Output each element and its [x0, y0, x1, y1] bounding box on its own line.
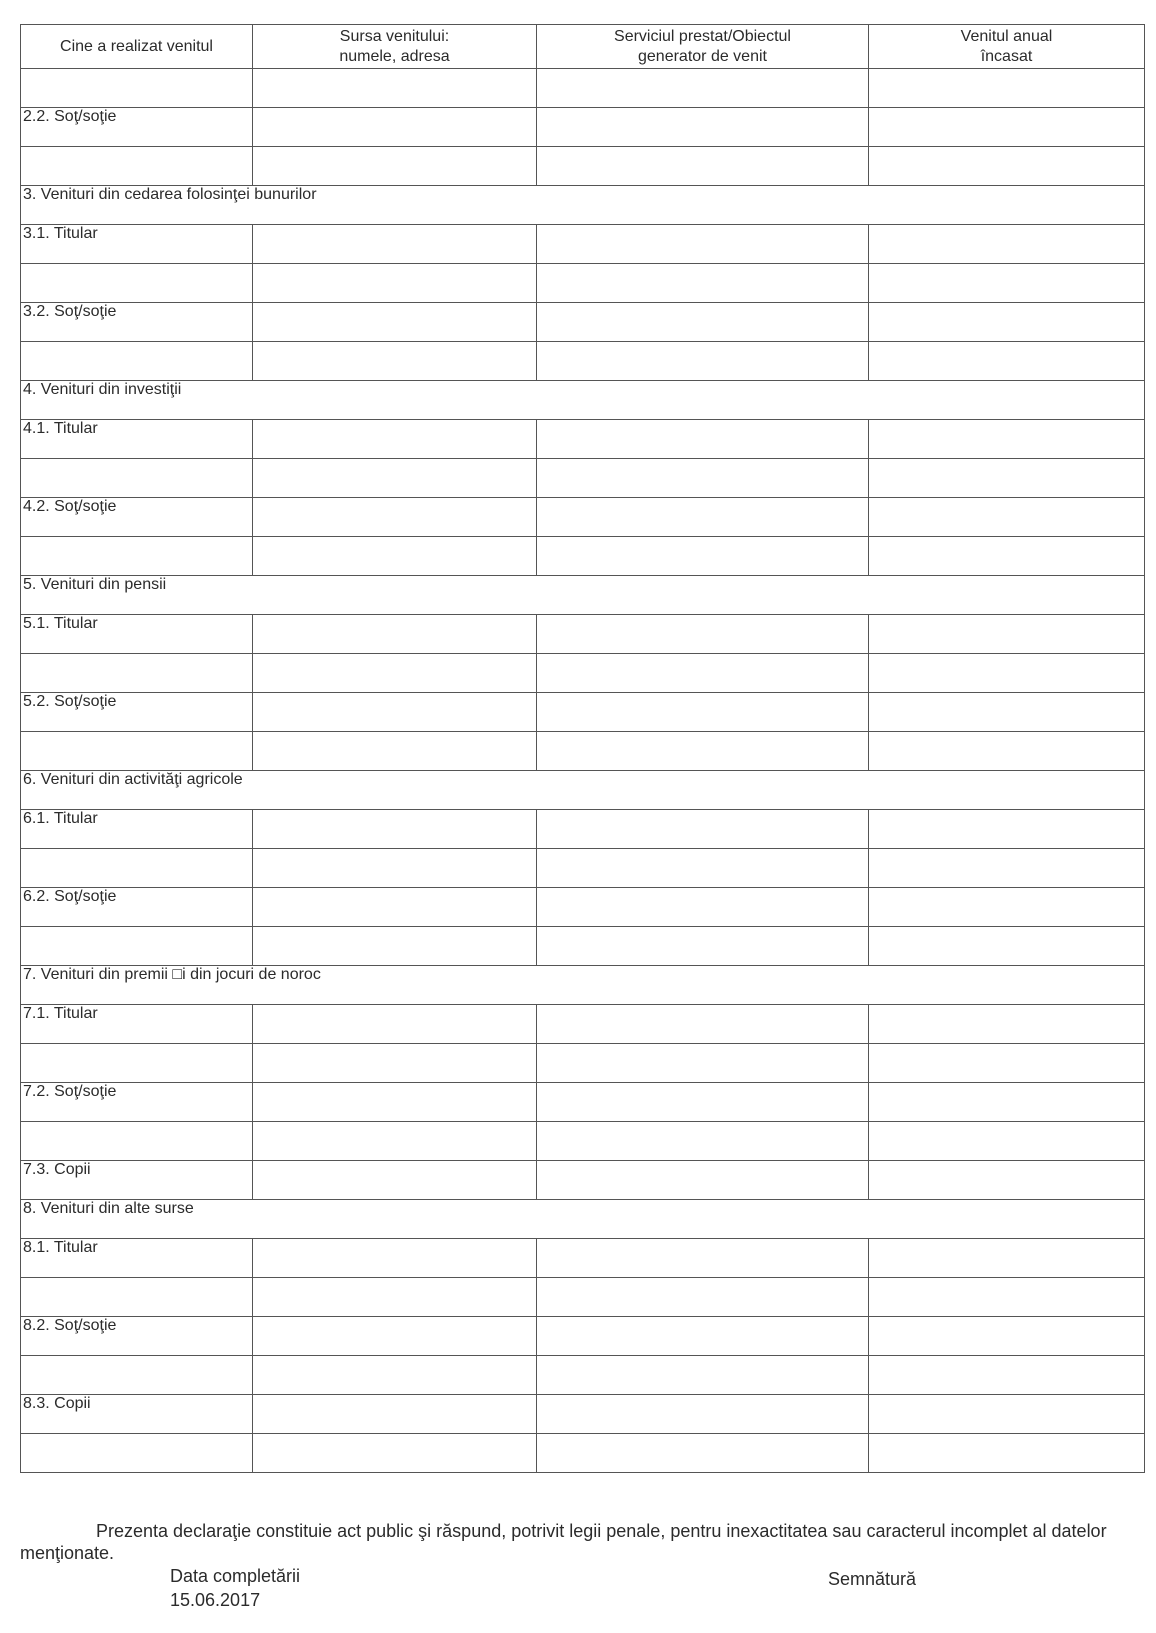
- table-row: [21, 1356, 1145, 1395]
- service-cell: [537, 1395, 869, 1434]
- table-row: [21, 693, 1145, 732]
- source-cell: [253, 732, 537, 771]
- service-cell: [537, 849, 869, 888]
- section-label: 5. Venituri din pensii: [21, 576, 1145, 615]
- income-cell: [869, 459, 1145, 498]
- income-cell: [869, 1356, 1145, 1395]
- source-cell: [253, 108, 537, 147]
- table-row: [21, 147, 1145, 186]
- source-cell: [253, 342, 537, 381]
- header-source: [253, 25, 537, 69]
- who-cell: [21, 264, 253, 303]
- service-cell: [537, 303, 869, 342]
- section-row: [21, 576, 1145, 615]
- source-cell: [253, 810, 537, 849]
- date-label: Data completării: [170, 1566, 301, 1586]
- income-cell: [869, 147, 1145, 186]
- section-label: 4. Venituri din investiţii: [21, 381, 1145, 420]
- income-cell: [869, 927, 1145, 966]
- service-cell: [537, 108, 869, 147]
- table-body: [21, 69, 1145, 1473]
- section-row: [21, 186, 1145, 225]
- table-row: [21, 342, 1145, 381]
- table-row: [21, 1278, 1145, 1317]
- income-cell: [869, 264, 1145, 303]
- service-cell: [537, 1122, 869, 1161]
- income-cell: [869, 1239, 1145, 1278]
- table-row: [21, 1161, 1145, 1200]
- income-cell: [869, 615, 1145, 654]
- service-cell: [537, 1005, 869, 1044]
- header-income-text: Venitul anual încasat: [960, 27, 1053, 65]
- source-cell: [253, 264, 537, 303]
- service-cell: [537, 69, 869, 108]
- who-cell: [21, 1356, 253, 1395]
- income-cell: [869, 1083, 1145, 1122]
- section-row: [21, 1200, 1145, 1239]
- table-row: [21, 1122, 1145, 1161]
- table-row: [21, 1044, 1145, 1083]
- source-cell: [253, 1395, 537, 1434]
- who-cell: 7.2. Soţ/soţie: [21, 1083, 253, 1122]
- who-cell: 2.2. Soţ/soţie: [21, 108, 253, 147]
- table-row: [21, 927, 1145, 966]
- service-cell: [537, 459, 869, 498]
- table-row: [21, 849, 1145, 888]
- who-cell: 6.2. Soţ/soţie: [21, 888, 253, 927]
- who-cell: [21, 1434, 253, 1473]
- service-cell: [537, 927, 869, 966]
- source-cell: [253, 537, 537, 576]
- who-cell: [21, 537, 253, 576]
- table-row: [21, 888, 1145, 927]
- income-cell: [869, 1005, 1145, 1044]
- source-cell: [253, 849, 537, 888]
- income-cell: [869, 1395, 1145, 1434]
- income-cell: [869, 1278, 1145, 1317]
- who-cell: 8.2. Soţ/soţie: [21, 1317, 253, 1356]
- section-label: 3. Venituri din cedarea folosinţei bunurilor: [21, 186, 1145, 225]
- service-cell: [537, 1161, 869, 1200]
- income-declaration-page: [20, 24, 1144, 1474]
- service-cell: [537, 888, 869, 927]
- source-cell: [253, 420, 537, 459]
- table-row: [21, 264, 1145, 303]
- income-cell: [869, 498, 1145, 537]
- who-cell: [21, 1044, 253, 1083]
- source-cell: [253, 654, 537, 693]
- service-cell: [537, 537, 869, 576]
- date-value: 15.06.2017: [170, 1590, 261, 1610]
- source-cell: [253, 927, 537, 966]
- source-cell: [253, 69, 537, 108]
- service-cell: [537, 264, 869, 303]
- income-cell: [869, 1317, 1145, 1356]
- income-cell: [869, 810, 1145, 849]
- who-cell: 7.3. Copii: [21, 1161, 253, 1200]
- service-cell: [537, 342, 869, 381]
- source-cell: [253, 1005, 537, 1044]
- table-row: [21, 1083, 1145, 1122]
- section-label: 6. Venituri din activităţi agricole: [21, 771, 1145, 810]
- table-row: [21, 1239, 1145, 1278]
- who-cell: [21, 1278, 253, 1317]
- income-cell: [869, 849, 1145, 888]
- source-cell: [253, 1122, 537, 1161]
- table-row: [21, 1005, 1145, 1044]
- income-cell: [869, 420, 1145, 459]
- income-cell: [869, 654, 1145, 693]
- source-cell: [253, 459, 537, 498]
- who-cell: [21, 342, 253, 381]
- source-cell: [253, 1044, 537, 1083]
- income-cell: [869, 537, 1145, 576]
- service-cell: [537, 1083, 869, 1122]
- header-service-text: Serviciul prestat/Obiectul generator de venit: [614, 27, 791, 65]
- income-cell: [869, 108, 1145, 147]
- table-row: [21, 1317, 1145, 1356]
- who-cell: 3.2. Soţ/soţie: [21, 303, 253, 342]
- income-cell: [869, 888, 1145, 927]
- table-row: [21, 810, 1145, 849]
- table-header-row: [21, 25, 1145, 69]
- income-cell: [869, 69, 1145, 108]
- section-row: [21, 771, 1145, 810]
- who-cell: [21, 69, 253, 108]
- table-row: [21, 498, 1145, 537]
- source-cell: [253, 147, 537, 186]
- section-row: [21, 381, 1145, 420]
- table-row: [21, 537, 1145, 576]
- table-row: [21, 1434, 1145, 1473]
- who-cell: [21, 147, 253, 186]
- service-cell: [537, 1278, 869, 1317]
- header-source-text: Sursa venitului: numele, adresa: [339, 27, 450, 65]
- service-cell: [537, 693, 869, 732]
- table-row: [21, 615, 1145, 654]
- source-cell: [253, 225, 537, 264]
- section-label: 8. Venituri din alte surse: [21, 1200, 1145, 1239]
- service-cell: [537, 732, 869, 771]
- service-cell: [537, 1044, 869, 1083]
- who-cell: [21, 732, 253, 771]
- source-cell: [253, 1434, 537, 1473]
- source-cell: [253, 1356, 537, 1395]
- table-row: [21, 108, 1145, 147]
- income-cell: [869, 1161, 1145, 1200]
- income-cell: [869, 1044, 1145, 1083]
- who-cell: [21, 654, 253, 693]
- who-cell: 5.2. Soţ/soţie: [21, 693, 253, 732]
- who-cell: [21, 1122, 253, 1161]
- who-cell: 8.3. Copii: [21, 1395, 253, 1434]
- income-cell: [869, 732, 1145, 771]
- income-cell: [869, 303, 1145, 342]
- service-cell: [537, 654, 869, 693]
- service-cell: [537, 1434, 869, 1473]
- who-cell: [21, 927, 253, 966]
- service-cell: [537, 498, 869, 537]
- table-row: [21, 420, 1145, 459]
- table-row: [21, 69, 1145, 108]
- header-who: Cine a realizat venitul: [21, 25, 253, 69]
- source-cell: [253, 615, 537, 654]
- source-cell: [253, 888, 537, 927]
- source-cell: [253, 1317, 537, 1356]
- who-cell: 7.1. Titular: [21, 1005, 253, 1044]
- service-cell: [537, 1317, 869, 1356]
- income-cell: [869, 693, 1145, 732]
- income-table: [20, 24, 1145, 1473]
- who-cell: [21, 459, 253, 498]
- section-label: 7. Venituri din premii □i din jocuri de noroc: [21, 966, 1145, 1005]
- income-cell: [869, 342, 1145, 381]
- table-row: [21, 1395, 1145, 1434]
- service-cell: [537, 225, 869, 264]
- table-row: [21, 225, 1145, 264]
- header-service: [537, 25, 869, 69]
- table-row: [21, 654, 1145, 693]
- service-cell: [537, 420, 869, 459]
- section-row: [21, 966, 1145, 1005]
- source-cell: [253, 693, 537, 732]
- who-cell: 6.1. Titular: [21, 810, 253, 849]
- income-cell: [869, 1122, 1145, 1161]
- who-cell: 3.1. Titular: [21, 225, 253, 264]
- who-cell: 5.1. Titular: [21, 615, 253, 654]
- who-cell: 8.1. Titular: [21, 1239, 253, 1278]
- table-row: [21, 459, 1145, 498]
- who-cell: 4.1. Titular: [21, 420, 253, 459]
- source-cell: [253, 1239, 537, 1278]
- service-cell: [537, 1356, 869, 1395]
- who-cell: [21, 849, 253, 888]
- source-cell: [253, 498, 537, 537]
- service-cell: [537, 810, 869, 849]
- source-cell: [253, 303, 537, 342]
- source-cell: [253, 1161, 537, 1200]
- table-row: [21, 303, 1145, 342]
- service-cell: [537, 615, 869, 654]
- service-cell: [537, 147, 869, 186]
- who-cell: 4.2. Soţ/soţie: [21, 498, 253, 537]
- income-cell: [869, 1434, 1145, 1473]
- table-row: [21, 732, 1145, 771]
- service-cell: [537, 1239, 869, 1278]
- header-income: [869, 25, 1145, 69]
- income-cell: [869, 225, 1145, 264]
- source-cell: [253, 1083, 537, 1122]
- declaration-text: Prezenta declaraţie constituie act public şi răspund, potrivit legii penale, pentru inexactitatea sau caracterul incomplet al datelor menţionate.: [20, 1521, 1107, 1563]
- signature-label: Semnătură: [828, 1569, 917, 1589]
- source-cell: [253, 1278, 537, 1317]
